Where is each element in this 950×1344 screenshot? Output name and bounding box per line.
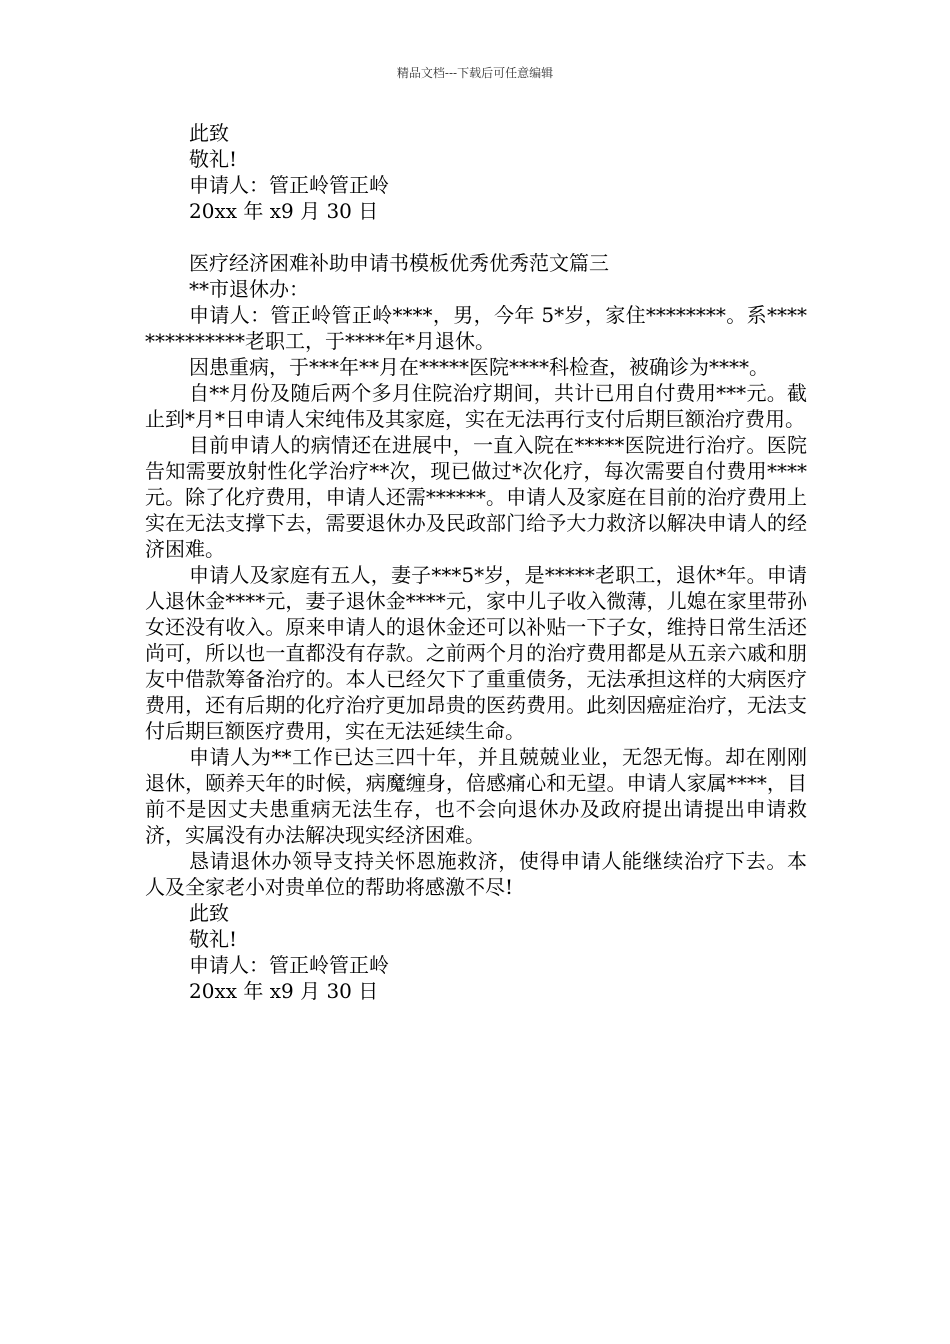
closing-salutation: 此致 bbox=[189, 901, 229, 925]
applicant-signature: 申请人：管正岭管正岭 bbox=[189, 953, 389, 977]
closing-respect: 敬礼! bbox=[189, 927, 238, 951]
closing-respect: 敬礼! bbox=[189, 147, 238, 171]
page-header: 精品文档---下载后可任意编辑 bbox=[396, 66, 554, 80]
document-body bbox=[145, 120, 807, 1004]
letter-date: 20xx 年 x9 月 30 日 bbox=[189, 979, 379, 1003]
document-title: 医疗经济困难补助申请书模板优秀优秀范文篇三 bbox=[189, 251, 609, 275]
body-paragraph: 目前申请人的病情还在进展中，一直入院在*****医院进行治疗。医院告知需要放射性化学治疗**次，现已做过*次化疗，每次需要自付费用****元。除了化疗费用，申请人还需******。申请人及家庭在目前的治疗费用上实在无法支撑下去，需要退休办及民政部门给予大力救济以解决申请人的经济困难。 bbox=[145, 433, 807, 561]
body-paragraph: 恳请退休办领导支持关怀恩施救济，使得申请人能继续治疗下去。本人及全家老小对贵单位的帮助将感激不尽! bbox=[145, 849, 807, 899]
addressee: **市退休办： bbox=[189, 277, 309, 301]
body-paragraph: 因患重病，于***年**月在*****医院****科检查，被确诊为****。 bbox=[189, 355, 769, 379]
letter-date: 20xx 年 x9 月 30 日 bbox=[189, 199, 379, 223]
body-paragraph: 自**月份及随后两个多月住院治疗期间，共计已用自付费用***元。截止到*月*日申请人宋纯伟及其家庭，实在无法再行支付后期巨额治疗费用。 bbox=[145, 381, 807, 431]
blank-line bbox=[145, 224, 807, 250]
body-paragraph: 申请人及家庭有五人，妻子***5*岁，是*****老职工，退休*年。申请人退休金****元，妻子退休金****元，家中儿子收入微薄，儿媳在家里带孙女还没有收入。原来申请人的退休金还可以补贴一下子女，维持日常生活还尚可，所以也一直都没有存款。之前两个月的治疗费用都是从五亲六戚和朋友中借款筹备治疗的。本人已经欠下了重重债务，无法承担这样的大病医疗费用，还有后期的化疗治疗更加昂贵的医药费用。此刻因癌症治疗，无法支付后期巨额医疗费用，实在无法延续生命。 bbox=[145, 563, 807, 743]
applicant-signature: 申请人：管正岭管正岭 bbox=[189, 173, 389, 197]
closing-salutation: 此致 bbox=[189, 121, 229, 145]
body-paragraph: 申请人为**工作已达三四十年，并且兢兢业业，无怨无悔。却在刚刚退休，颐养天年的时候，病魔缠身，倍感痛心和无望。申请人家属****，目前不是因丈夫患重病无法生存，也不会向退休办及政府提出请提出申请救济，实属没有办法解决现实经济困难。 bbox=[145, 745, 807, 847]
body-paragraph: 申请人：管正岭管正岭****，男，今年 5*岁，家住********。系**************老职工，于****年*月退休。 bbox=[145, 303, 807, 353]
